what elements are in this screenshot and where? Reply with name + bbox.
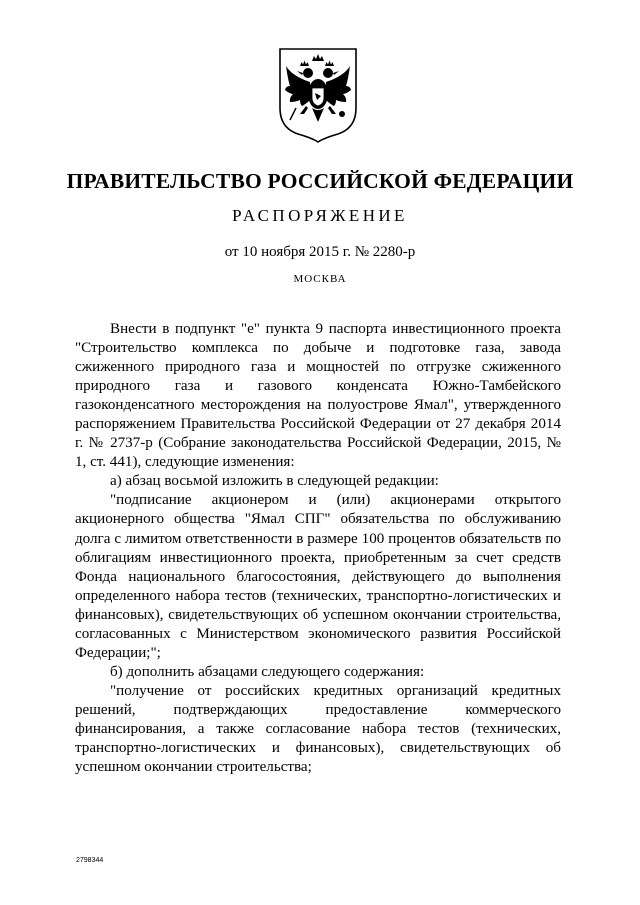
body-paragraph: а) абзац восьмой изложить в следующей редакции: [110, 473, 439, 490]
document-type: РАСПОРЯЖЕНИЕ [232, 206, 408, 225]
coat-of-arms-icon [276, 46, 360, 144]
document-code: 2798344 [76, 857, 104, 864]
body-paragraph: Внести в подпункт "е" пункта 9 паспорта инвестиционного проекта "Строительство комплекса по добыче и подготовке газа, завода сжиженного природного газа и мощностей по отгрузке сжиженного природного газа и газового конденсата Южно-Тамбейского газоконденсатного месторождения на полуострове Ямал", утвержденного распоряжением Правительства Российской Федерации от 27 декабря 2014 г. № 2737-р (Собрание законодательства Российской Федерации, 2015, № 1, ст. 441), следующие изменения: [75, 321, 561, 471]
body-paragraph: б) дополнить абзацами следующего содержания: [110, 663, 425, 680]
document-body [75, 320, 561, 777]
document-city: МОСКВА [293, 273, 347, 285]
body-paragraph: "получение от российских кредитных организаций кредитных решений, подтверждающих предоставление коммерческого финансирования, а также согласование набора тестов (технических, транспортно-логистических и финансовых), свидетельствующих об успешном окончании строительства; [75, 682, 561, 776]
document-date-number: от 10 ноября 2015 г. № 2280-р [224, 244, 416, 260]
body-paragraph: "подписание акционером и (или) акционерами открытого акционерного общества "Ямал СПГ" обязательства по обслуживанию долга с лимитом ответственности в размере 100 процентов обязательств по облигациям инвестиционного проекта, приобретенным за счет средств Фонда национального благосостояния, действующего до выполнения определенного набора тестов (технических, транспортно-логистических и финансовых), свидетельствующих об успешном окончании строительства, согласованных с Министерством экономического развития Российской Федерации;"; [75, 492, 561, 661]
government-title: ПРАВИТЕЛЬСТВО РОССИЙСКОЙ ФЕДЕРАЦИИ [66, 169, 574, 193]
